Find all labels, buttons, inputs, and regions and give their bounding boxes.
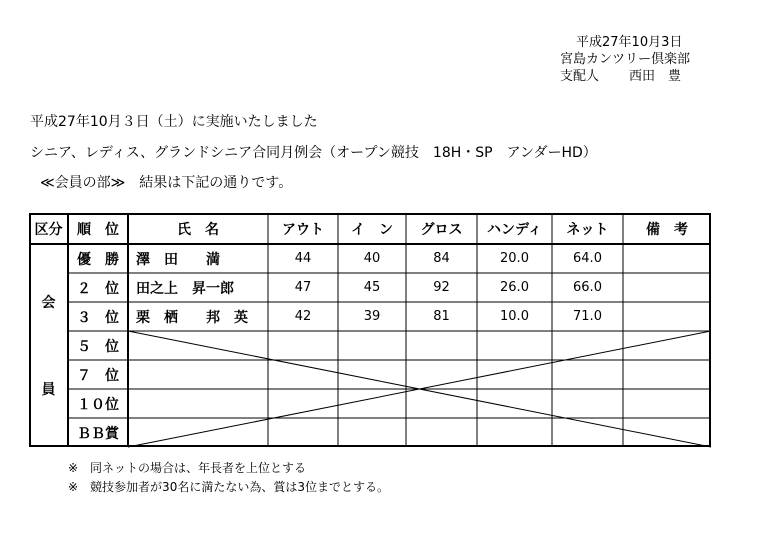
- cell-gross: 84: [433, 251, 450, 266]
- cell-rank: ２ 位: [77, 280, 119, 297]
- header-in: イ ン: [351, 221, 393, 238]
- cell-handicap: [477, 360, 552, 389]
- note-2: ※ 競技参加者が30名に満たない為、賞は3位までとする。: [68, 480, 389, 494]
- header-rank: 順 位: [77, 221, 119, 238]
- cell-rank: ３ 位: [77, 309, 119, 326]
- cell-rank: １０位: [77, 396, 119, 413]
- cell-name: 田之上 昇一郎: [136, 280, 234, 297]
- cell-name: [128, 331, 268, 360]
- cell-remarks: [623, 360, 711, 389]
- cell-name: 栗 栖 邦 英: [136, 309, 248, 326]
- header-remarks: 備 考: [646, 221, 688, 238]
- cell-handicap: 20.0: [500, 251, 529, 266]
- manager-name: 西田 豊: [629, 69, 682, 84]
- cell-in: [338, 331, 406, 360]
- cell-name: [128, 418, 268, 447]
- cell-out: [268, 360, 338, 389]
- cell-remarks: [623, 273, 711, 302]
- cell-net: [552, 389, 623, 418]
- cell-net: 71.0: [573, 309, 602, 324]
- cell-net: [552, 360, 623, 389]
- header-block: [560, 34, 690, 85]
- cell-in: [338, 389, 406, 418]
- cell-net: 66.0: [573, 280, 602, 295]
- cell-name: [128, 360, 268, 389]
- cell-name: [128, 389, 268, 418]
- cell-in: 45: [363, 280, 381, 295]
- cell-in: 40: [363, 251, 381, 266]
- cell-out: 47: [294, 280, 312, 295]
- cell-out: [268, 389, 338, 418]
- cell-handicap: [477, 331, 552, 360]
- cell-in: [338, 360, 406, 389]
- cell-gross: 81: [433, 309, 450, 324]
- cell-out: 44: [294, 251, 312, 266]
- cell-rank: ５ 位: [77, 338, 119, 355]
- cell-net: 64.0: [573, 251, 602, 266]
- header-gross: グロス: [420, 221, 463, 238]
- header-handicap: ハンディ: [487, 221, 542, 238]
- cell-gross: [406, 418, 477, 447]
- manager-title: 支配人: [560, 69, 600, 84]
- club-name: 宮島カンツリー倶楽部: [560, 52, 691, 67]
- cell-gross: [406, 389, 477, 418]
- header-name: 氏 名: [177, 221, 219, 238]
- intro-line-1: 平成27年10月３日（土）に実施いたしました: [30, 114, 318, 130]
- cell-out: 42: [294, 309, 312, 324]
- cell-rank: 優 勝: [77, 251, 119, 268]
- manager-line: [560, 68, 690, 85]
- cell-in: 39: [363, 309, 381, 324]
- cell-remarks: [623, 244, 711, 273]
- cell-rank: ７ 位: [77, 367, 119, 384]
- category-char: 会: [41, 295, 56, 311]
- intro-line-2: シニア、レディス、グランドシニア合同月例会（オープン競技 18H・SP アンダーHD）: [30, 145, 597, 161]
- cell-remarks: [623, 418, 711, 447]
- cell-gross: [406, 360, 477, 389]
- notes: [68, 459, 389, 497]
- cell-handicap: [477, 418, 552, 447]
- cell-handicap: 26.0: [500, 280, 529, 295]
- note-1: ※ 同ネットの場合は、年長者を上位とする: [68, 461, 307, 475]
- header-out: アウト: [282, 221, 324, 238]
- cell-out: [268, 331, 338, 360]
- results-table: [29, 213, 711, 448]
- cell-net: [552, 418, 623, 447]
- cell-handicap: 10.0: [500, 309, 529, 324]
- cell-name: 澤 田 満: [136, 251, 220, 268]
- cell-out: [268, 418, 338, 447]
- intro-line-3: ≪会員の部≫ 結果は下記の通りです。: [40, 175, 293, 191]
- cell-handicap: [477, 389, 552, 418]
- issue-date: 平成27年10月3日: [576, 35, 683, 50]
- header-category: 区分: [34, 221, 63, 238]
- category-char: 員: [41, 382, 56, 398]
- cell-rank: ＢＢ賞: [77, 425, 119, 442]
- cell-gross: [406, 331, 477, 360]
- cell-gross: 92: [433, 280, 450, 295]
- header-net: ネット: [566, 221, 609, 238]
- cell-remarks: [623, 302, 711, 331]
- cell-in: [338, 418, 406, 447]
- cell-remarks: [623, 331, 711, 360]
- cell-net: [552, 331, 623, 360]
- cell-remarks: [623, 389, 711, 418]
